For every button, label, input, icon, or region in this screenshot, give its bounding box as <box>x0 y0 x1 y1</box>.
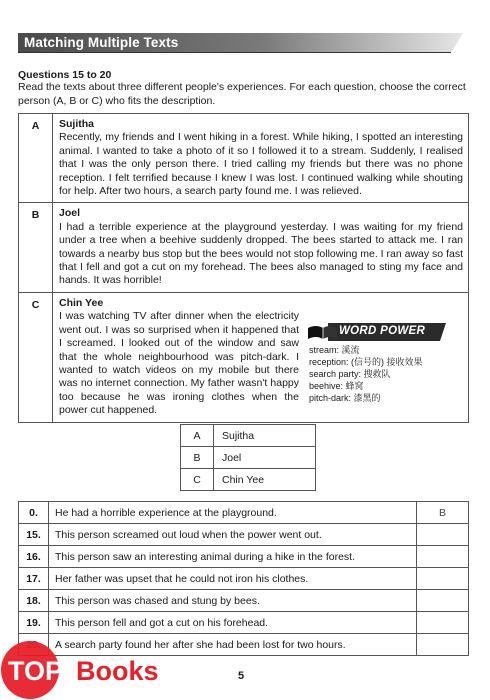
text-content <box>53 114 468 202</box>
text-row-c <box>19 293 468 422</box>
section-banner <box>18 33 463 53</box>
text-row-a <box>19 114 468 203</box>
word-power-title: WORD POWER <box>339 324 426 337</box>
logo-text-top: TOP <box>8 656 64 686</box>
statement-text: This person fell and got a cut on his forehead. <box>49 612 417 634</box>
vocabulary-item: pitch-dark: 漆黑的 <box>309 392 381 403</box>
person-key-table <box>180 424 316 491</box>
person-name: Joel <box>59 207 81 220</box>
statement-row <box>19 502 469 524</box>
topbooks-logo <box>0 632 200 700</box>
word-power-box <box>306 322 446 418</box>
page-number: 5 <box>238 670 245 682</box>
statement-row <box>19 524 469 546</box>
answer-cell[interactable] <box>417 612 469 634</box>
answer-cell[interactable] <box>417 524 469 546</box>
key-letter: B <box>181 447 214 469</box>
key-row <box>181 469 316 491</box>
instructions: Read the texts about three different people's experiences. For each question, choose the correct person (A, B or C) who fits the description. <box>18 81 466 107</box>
statement-row <box>19 546 469 568</box>
vocabulary-item: reception: (信号的) 接收效果 <box>309 356 423 367</box>
statement-number: 17. <box>19 568 49 590</box>
statement-text: This person screamed out loud when the power went out. <box>49 524 417 546</box>
statement-number: 19. <box>19 612 49 634</box>
statement-row <box>19 568 469 590</box>
text-row-b <box>19 203 468 292</box>
vocabulary-item: search party: 搜救队 <box>309 368 391 379</box>
experience-text: Recently, my friends and I went hiking in a forest. While hiking, I spotted an interesting animal. I wanted to take a photo of it so I followed it to a stream. Suddenly, I realised that I was the only person there. I tried calling my friends but there was no phone reception. I felt terrified because I knew I was lost. I continued walking while shouting for help. After two hours, a search party found me. I was relieved. <box>59 131 463 198</box>
statement-text: This person was chased and stung by bees. <box>49 590 417 612</box>
questions-heading: Questions 15 to 20 <box>18 69 112 81</box>
logo-text-books: Books <box>76 656 159 686</box>
word-power-header <box>306 322 446 342</box>
text-content <box>53 293 468 422</box>
text-letter: C <box>19 293 53 422</box>
key-row <box>181 447 316 469</box>
key-letter: C <box>181 469 214 491</box>
person-name: Sujitha <box>59 118 95 130</box>
statement-row <box>19 590 469 612</box>
page-title: Matching Multiple Texts <box>24 35 179 50</box>
key-row <box>181 425 316 447</box>
text-letter: A <box>19 114 53 202</box>
vocabulary-list <box>306 342 446 404</box>
key-letter: A <box>181 425 214 447</box>
key-name: Joel <box>214 447 316 469</box>
statement-number: 15. <box>19 524 49 546</box>
texts-table <box>18 113 469 423</box>
answer-cell[interactable] <box>417 634 469 656</box>
statement-number: 0. <box>19 502 49 524</box>
key-name: Sujitha <box>214 425 316 447</box>
statement-text: Her father was upset that he could not iron his clothes. <box>49 568 417 590</box>
experience-text: I was watching TV after dinner when the electricity went out. I was so surprised when it happened that I screamed. I looked out of the window and saw that the whole neighbourhood was pitch-dark. I wanted to watch videos on my mobile but there was no internet connection. My father wasn't happy too because he was ironing clothes when the power cut happened. <box>59 310 299 417</box>
person-name: Chin Yee <box>59 296 104 309</box>
vocabulary-item: beehive: 蜂窝 <box>309 380 364 391</box>
statement-text: He had a horrible experience at the playground. <box>49 502 417 524</box>
text-column <box>59 297 299 418</box>
statement-text: This person saw an interesting animal during a hike in the forest. <box>49 546 417 568</box>
experience-text: I had a terrible experience at the playground yesterday. I was waiting for my friend under a tree when a beehive suddenly dropped. The bees started to attack me. I ran towards a nearby bus stop but the bees would not stop following me. I ran away so fast that I fell and got a cut on my forehead. The bees also managed to sting my face and hands. It was horrible! <box>59 220 463 287</box>
answer-cell[interactable] <box>417 568 469 590</box>
vocabulary-item: stream: 溪流 <box>309 344 360 355</box>
answer-cell[interactable] <box>417 546 469 568</box>
answer-cell: B <box>417 502 469 524</box>
statement-row <box>19 612 469 634</box>
statement-number: 18. <box>19 590 49 612</box>
statement-text: A search party found her after she had been lost for two hours. <box>49 634 417 656</box>
text-letter: B <box>19 203 53 291</box>
key-name: Chin Yee <box>214 469 316 491</box>
answer-cell[interactable] <box>417 590 469 612</box>
text-content <box>53 203 468 291</box>
statement-number: 16. <box>19 546 49 568</box>
